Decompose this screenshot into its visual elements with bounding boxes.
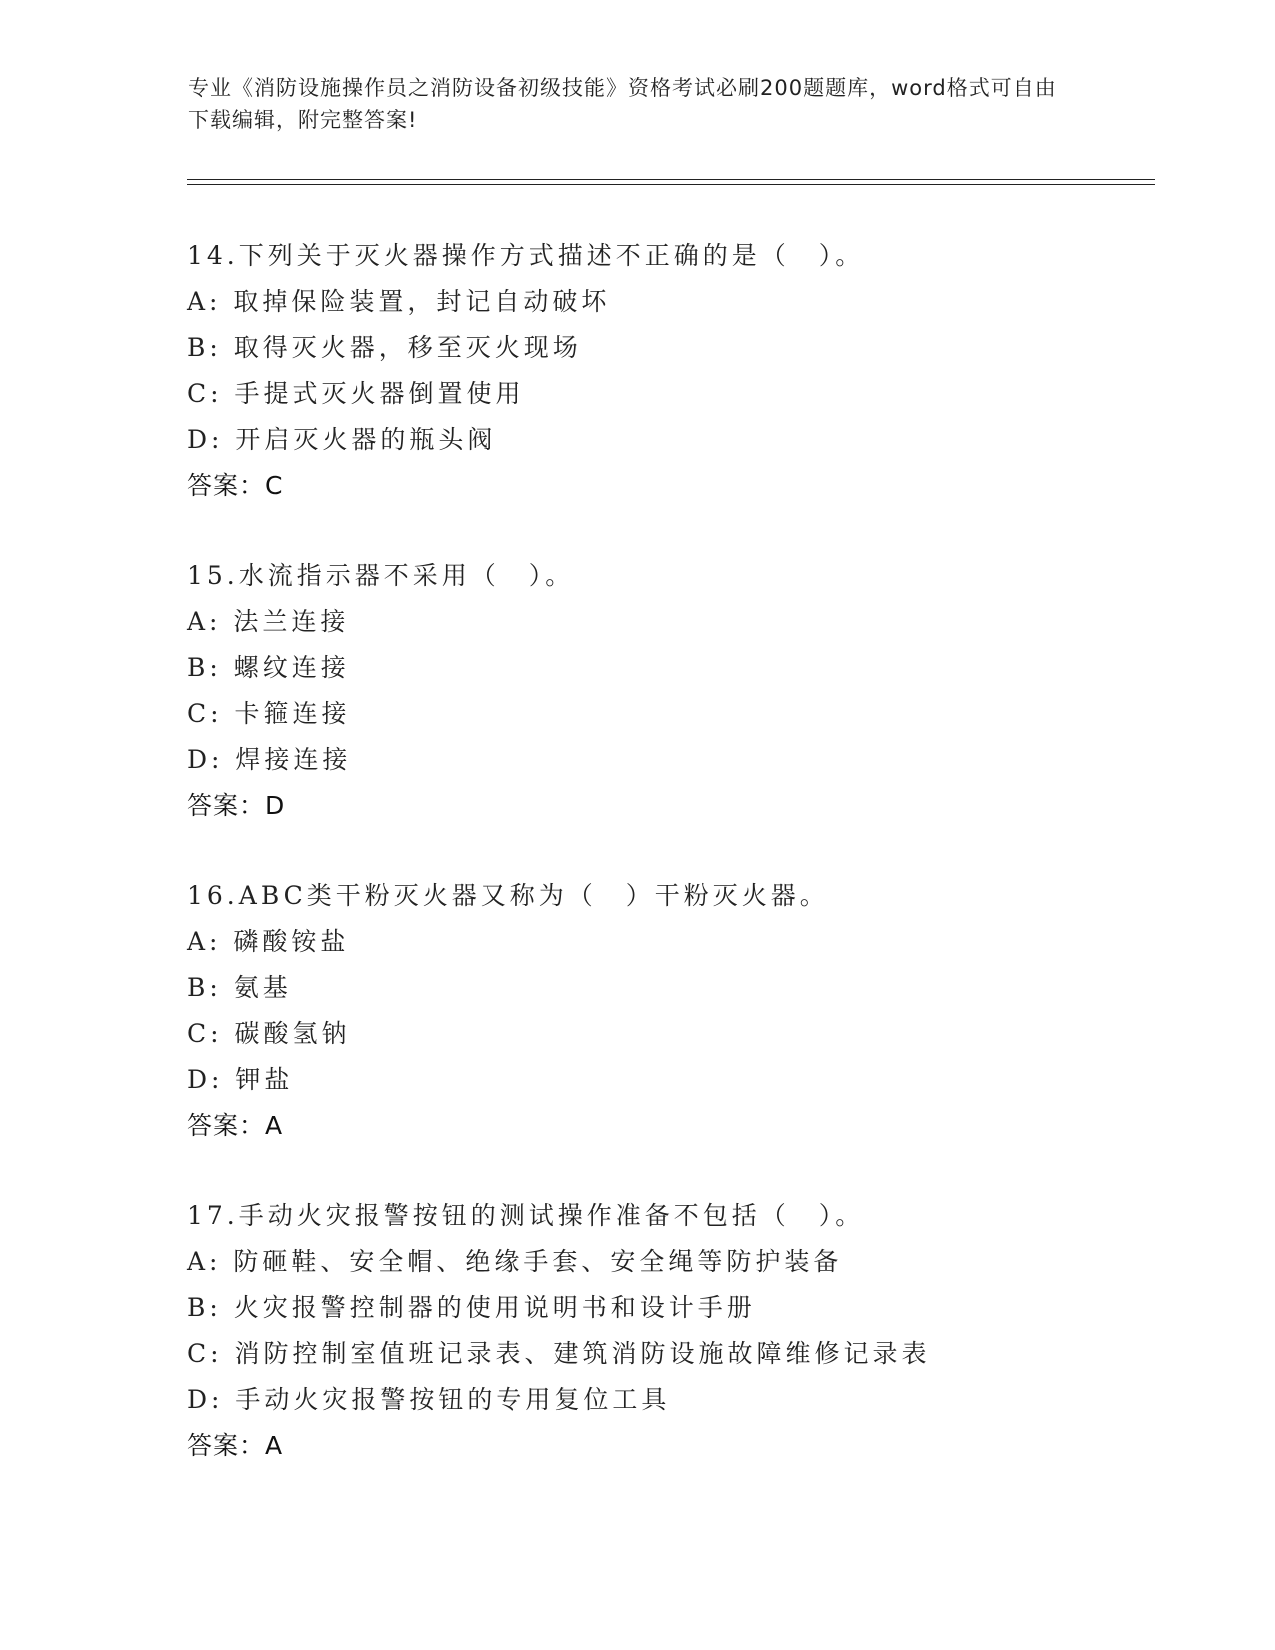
question-stem: 16.ABC类干粉灭火器又称为（ ）干粉灭火器。 <box>187 881 829 910</box>
option-d: D: 焊接连接 <box>187 745 352 774</box>
document-header: 专业《消防设施操作员之消防设备初级技能》资格考试必刷200题题库，word格式可自由下载编辑，附完整答案! <box>188 76 1057 132</box>
question-stem: 17.手动火灾报警按钮的测试操作准备不包括（ ）。 <box>187 1201 865 1230</box>
option-c: C: 消防控制室值班记录表、建筑消防设施故障维修记录表 <box>187 1339 931 1368</box>
answer-line: 答案：A <box>187 1431 284 1460</box>
option-d: D: 钾盐 <box>187 1065 294 1094</box>
option-c: C: 手提式灭火器倒置使用 <box>187 379 525 408</box>
option-b: B: 氨基 <box>187 973 292 1002</box>
option-c: C: 碳酸氢钠 <box>187 1019 351 1048</box>
question-16 <box>187 873 1147 1149</box>
option-d: D: 手动火灾报警按钮的专用复位工具 <box>187 1385 671 1414</box>
question-14 <box>187 233 1147 509</box>
option-a: A: 取掉保险装置，封记自动破坏 <box>187 287 611 316</box>
header-divider-bottom <box>187 184 1155 185</box>
question-stem: 14.下列关于灭火器操作方式描述不正确的是（ ）。 <box>187 241 865 270</box>
answer-line: 答案：A <box>187 1111 284 1140</box>
header-divider-top <box>187 179 1155 180</box>
answer-line: 答案：D <box>187 791 286 820</box>
question-17 <box>187 1193 1147 1469</box>
option-a: A: 防砸鞋、安全帽、绝缘手套、安全绳等防护装备 <box>187 1247 843 1276</box>
option-b: B: 火灾报警控制器的使用说明书和设计手册 <box>187 1293 756 1322</box>
option-c: C: 卡箍连接 <box>187 699 351 728</box>
question-stem: 15.水流指示器不采用（ ）。 <box>187 561 575 590</box>
option-b: B: 螺纹连接 <box>187 653 350 682</box>
option-a: A: 法兰连接 <box>187 607 350 636</box>
question-15 <box>187 553 1147 829</box>
answer-line: 答案：C <box>187 471 284 500</box>
option-b: B: 取得灭火器，移至灭火现场 <box>187 333 582 362</box>
option-a: A: 磷酸铵盐 <box>187 927 350 956</box>
option-d: D: 开启灭火器的瓶头阀 <box>187 425 497 454</box>
